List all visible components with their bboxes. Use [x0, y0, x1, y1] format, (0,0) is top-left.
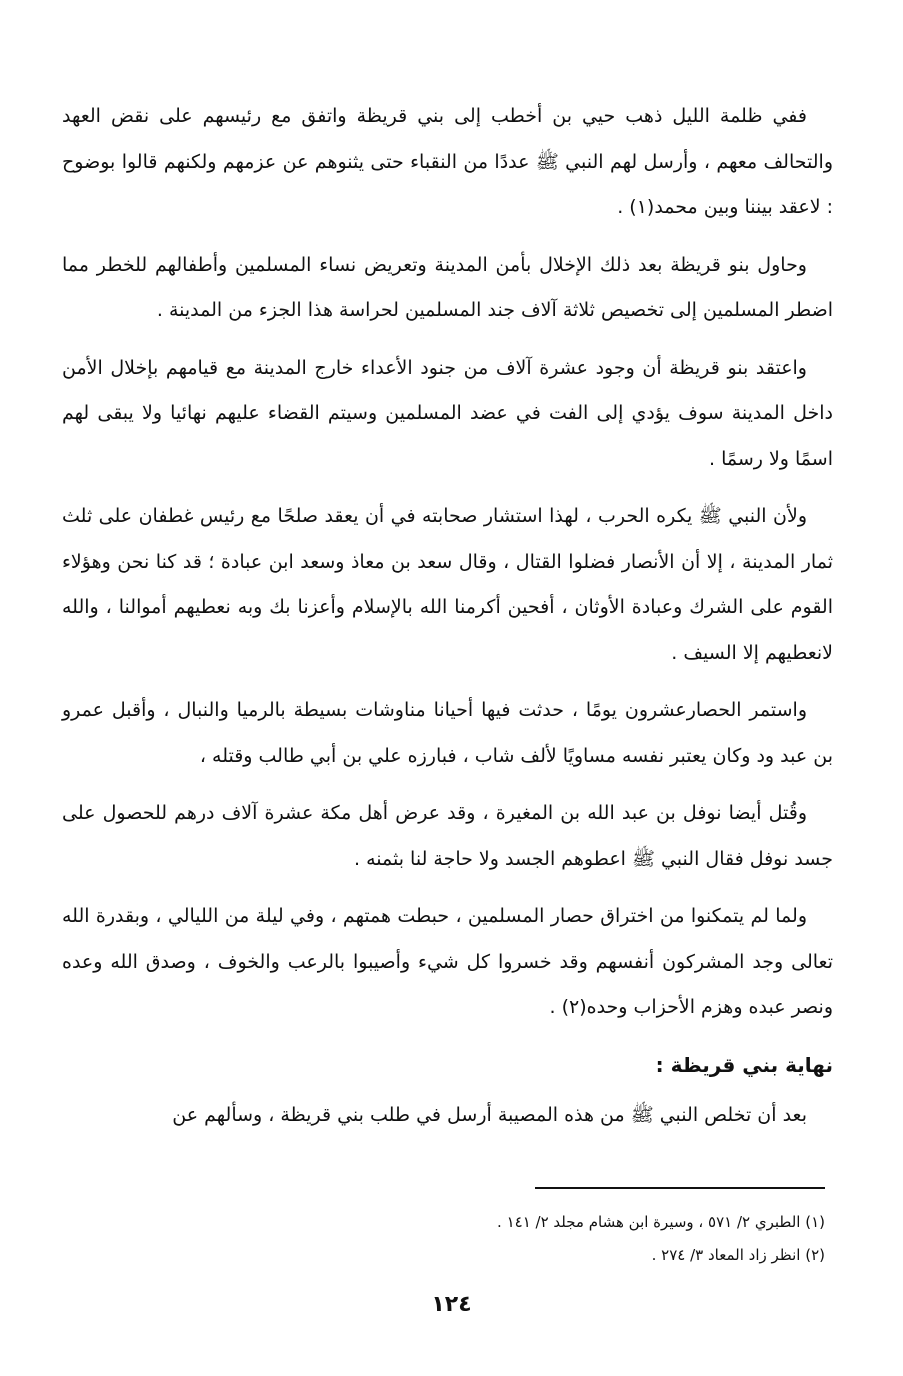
paragraph-2: وحاول بنو قريظة بعد ذلك الإخلال بأمن المدينة وتعريض نساء المسلمين وأطفالهم للخطر مما اضطر المسلمين إلى تخصيص ثلاثة آلاف جند المسلمين لحراسة هذا الجزء من المدينة . — [62, 253, 833, 321]
main-text — [62, 94, 833, 1150]
footnote-1: (١) الطبري ٢/ ٥٧١ ، وسيرة ابن هشام مجلد ٢/ ١٤١ . — [497, 1213, 825, 1231]
footnote-2: (٢) انظر زاد المعاد ٣/ ٢٧٤ . — [651, 1246, 825, 1264]
paragraph-8: بعد أن تخلص النبي ﷺ من هذه المصيبة أرسل في طلب بني قريظة ، وسألهم عن — [172, 1103, 807, 1126]
section-heading: نهاية بني قريظة : — [655, 1052, 833, 1077]
paragraph-3: واعتقد بنو قريظة أن وجود عشرة آلاف من جنود الأعداء خارج المدينة مع قيامهم بإخلال الأمن داخل المدينة سوف يؤدي إلى الفت في عضد المسلمين وسيتم القضاء عليهم نهائيا ولا يبقى لهم اسمًا ولا رسمًا . — [62, 356, 833, 470]
paragraph-4: ولأن النبي ﷺ يكره الحرب ، لهذا استشار صحابته في أن يعقد صلحًا مع رئيس غطفان على ثلث ثمار المدينة ، إلا أن الأنصار فضلوا القتال ، وقال سعد بن معاذ وسعد ابن عبادة ؛ قد كنا نحن وهؤلاء القوم على الشرك وعبادة الأوثان ، أفحين أكرمنا الله بالإسلام وأعزنا بك وبه نعطيهم أموالنا ، والله لانعطيهم إلا السيف . — [62, 505, 833, 664]
page-number: ١٢٤ — [431, 1292, 472, 1317]
paragraph-1: ففي ظلمة الليل ذهب حيي بن أخطب إلى بني قريظة واتفق مع رئيسهم على نقض العهد والتحالف معهم ، وأرسل لهم النبي ﷺ عددًا من النقباء حتى يثنوهم عن عزمهم ولكنهم قالوا بوضوح : لاعقد بيننا وبين محمد(١) . — [62, 105, 833, 218]
footnotes — [120, 1206, 825, 1272]
paragraph-7: ولما لم يتمكنوا من اختراق حصار المسلمين ، حبطت همتهم ، وفي ليلة من الليالي ، وبقدرة الله تعالى وجد المشركون أنفسهم وقد خسروا كل شيء وأصيبوا بالرعب والخوف ، وصدق الله وعده ونصر عبده وهزم الأحزاب وحده(٢) . — [62, 905, 833, 1018]
paragraph-5: واستمر الحصارعشرون يومًا ، حدثت فيها أحيانا مناوشات بسيطة بالرميا والنبال ، وأقبل عمرو بن عبد ود وكان يعتبر نفسه مساويًا لألف شاب ، فبارزه علي بن أبي طالب وقتله ، — [62, 699, 833, 767]
footnote-divider — [535, 1187, 825, 1189]
paragraph-6: وقُتل أيضا نوفل بن عبد الله بن المغيرة ، وقد عرض أهل مكة عشرة آلاف درهم للحصول على جسد نوفل فقال النبي ﷺ اعطوهم الجسد ولا حاجة لنا بثمنه . — [62, 802, 833, 870]
